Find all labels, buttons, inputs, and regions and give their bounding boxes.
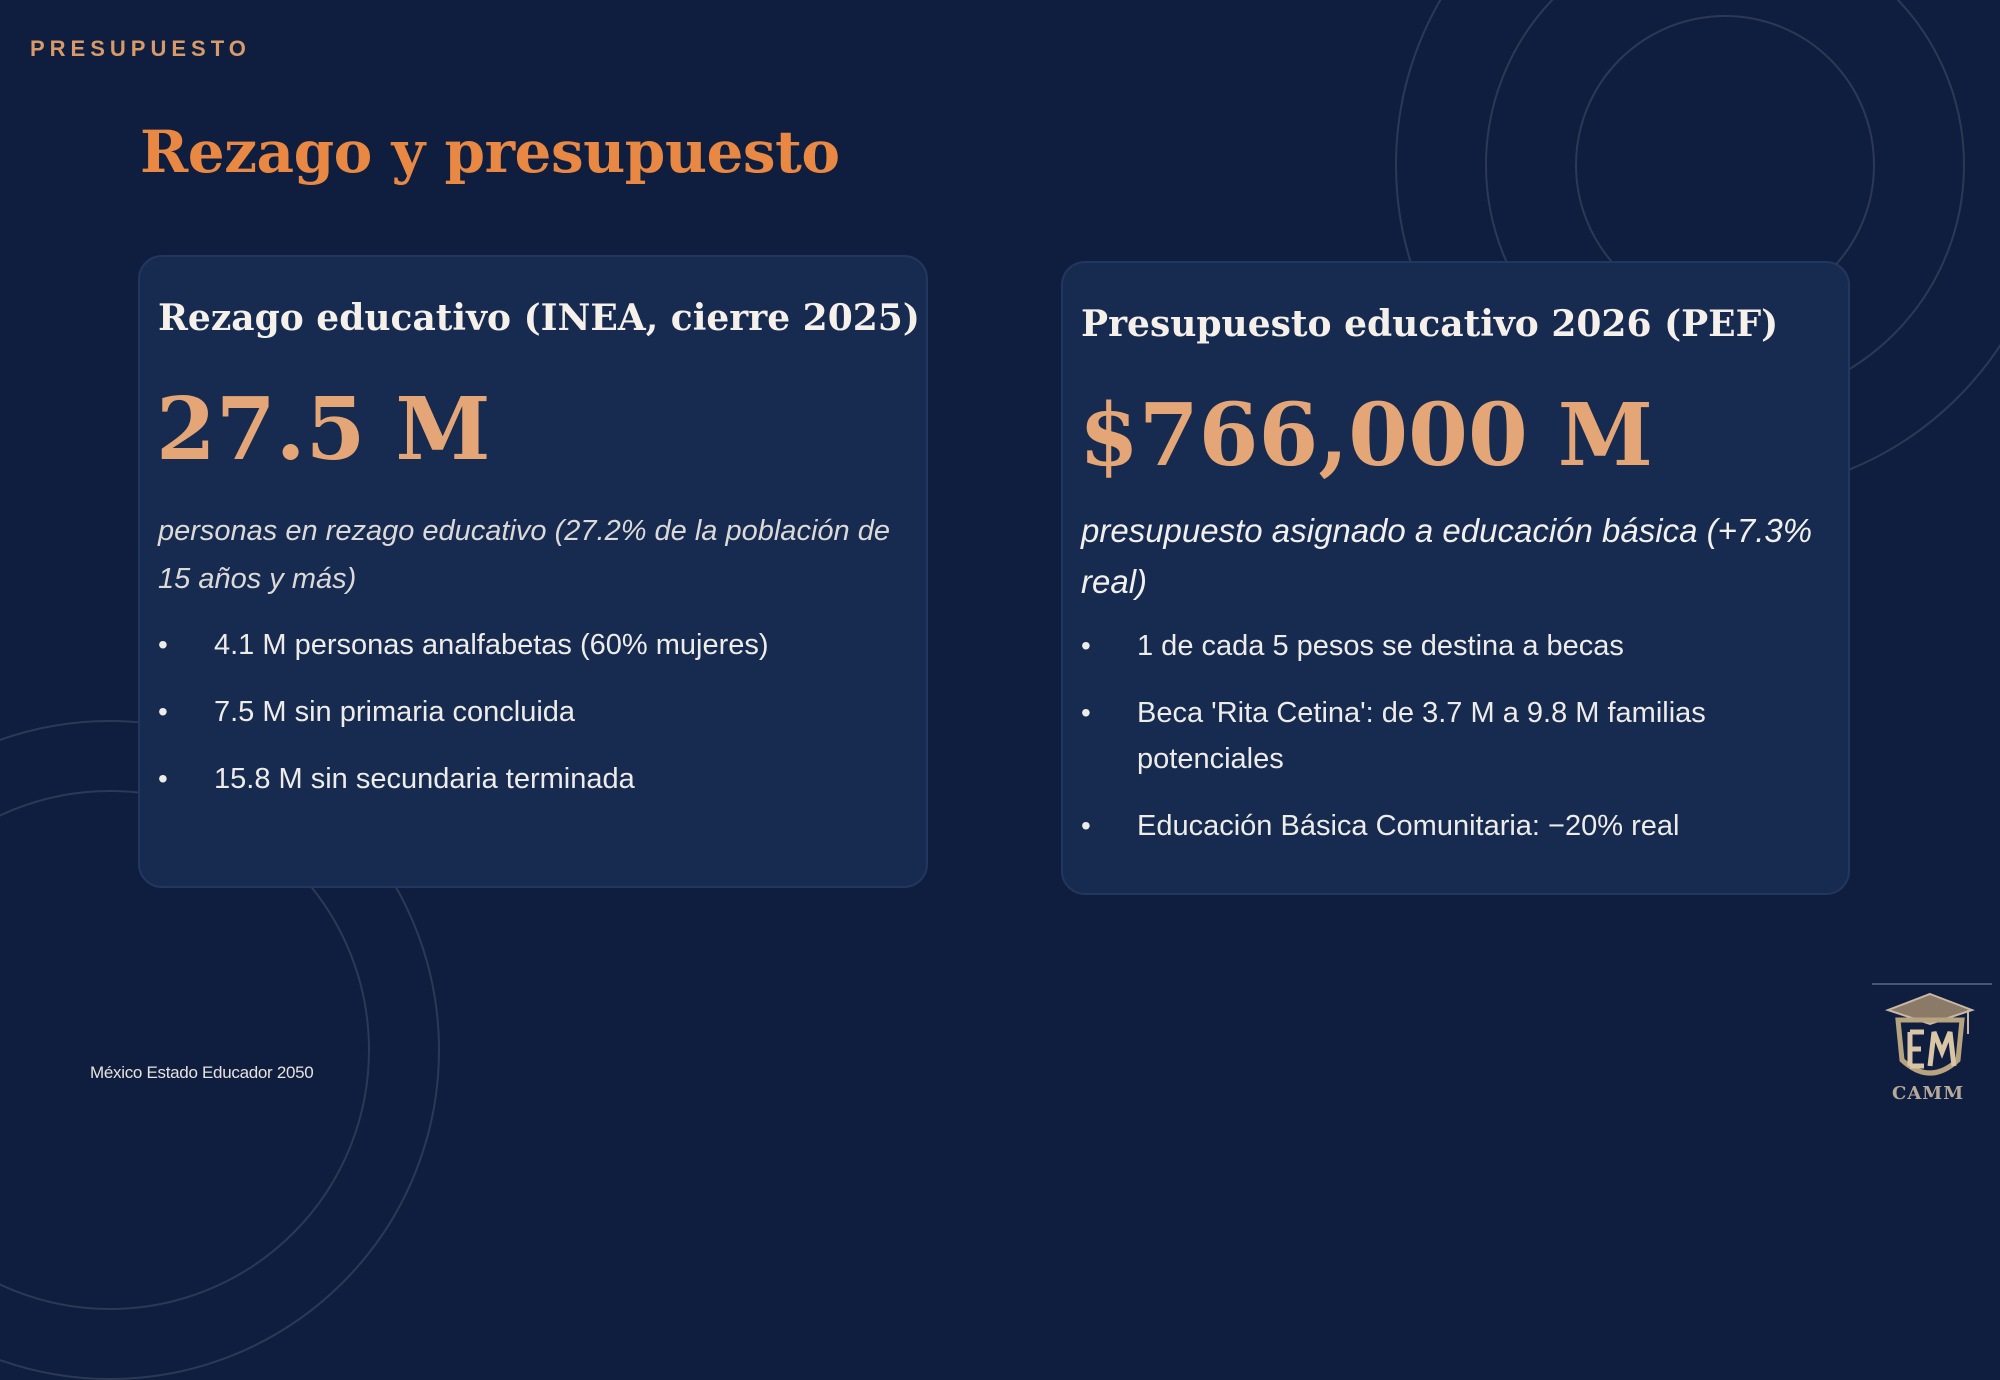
bullet-icon: • — [158, 696, 168, 727]
rezago-card — [138, 255, 928, 888]
card-title: Presupuesto educativo 2026 (PEF) — [1081, 303, 1779, 345]
bullet-list — [158, 622, 898, 823]
section-label: PRESUPUESTO — [30, 36, 251, 61]
bullet-icon: • — [1081, 697, 1091, 728]
number-description: presupuesto asignado a educación básica (+7.3% real) — [1081, 512, 1813, 600]
list-item-text: 1 de cada 5 pesos se destina a becas — [1137, 630, 1624, 662]
list-item-text: Educación Básica Comunitaria: −20% real — [1137, 810, 1680, 842]
list-item — [158, 689, 898, 735]
headline-number: 27.5 M — [156, 379, 491, 480]
logo-text: CAMM — [1892, 1083, 1965, 1104]
list-item-text: Beca 'Rita Cetina': de 3.7 M a 9.8 M familias potenciales — [1137, 697, 1706, 775]
list-item — [1081, 623, 1821, 669]
list-item — [158, 756, 898, 802]
card-title: Rezago educativo (INEA, cierre 2025) — [158, 297, 920, 339]
bullet-list — [1081, 623, 1821, 870]
bullet-icon: • — [158, 629, 168, 660]
list-item — [158, 622, 898, 668]
list-item-text: 7.5 M sin primaria concluida — [214, 696, 576, 728]
bullet-icon: • — [158, 763, 168, 794]
list-item — [1081, 803, 1821, 849]
list-item-text: 15.8 M sin secundaria terminada — [214, 763, 635, 795]
logo-divider — [1872, 983, 1992, 985]
footer-text: México Estado Educador 2050 — [90, 1063, 314, 1082]
slide-title: Rezago y presupuesto — [140, 118, 840, 186]
list-item-text: 4.1 M personas analfabetas (60% mujeres) — [214, 629, 769, 661]
bullet-icon: • — [1081, 810, 1091, 841]
number-description: personas en rezago educativo (27.2% de la población de 15 años y más) — [158, 515, 890, 595]
list-item — [1081, 690, 1821, 782]
presupuesto-card — [1061, 261, 1850, 895]
headline-number: $766,000 M — [1079, 385, 1653, 486]
bullet-icon: • — [1081, 630, 1091, 661]
